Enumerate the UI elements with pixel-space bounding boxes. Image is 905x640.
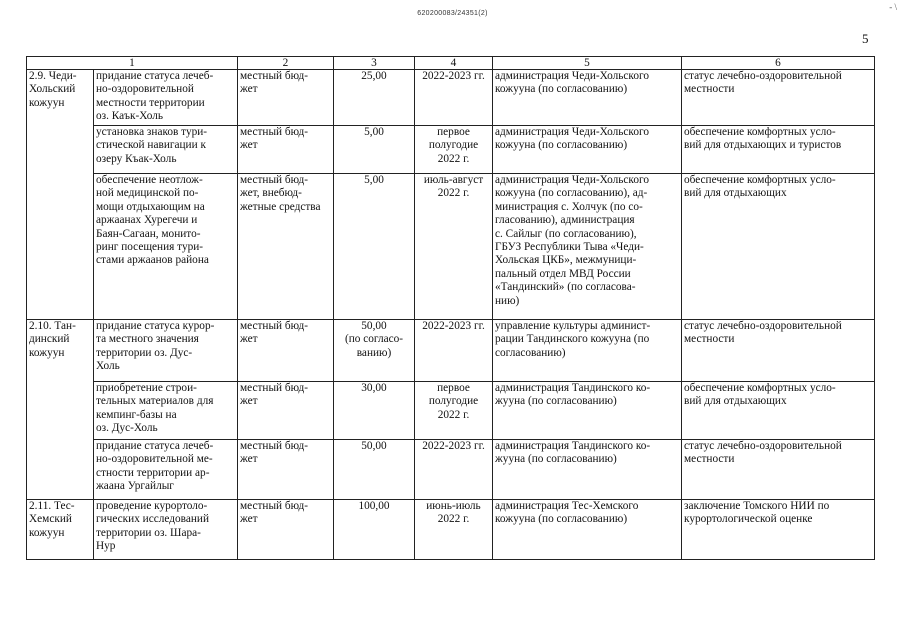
source-cell: местный бюд- жет <box>238 70 334 126</box>
column-header-2: 2 <box>238 57 334 70</box>
executor-cell: администрация Тандинского ко- жууна (по согласованию) <box>493 382 682 440</box>
source-cell: местный бюд- жет <box>238 126 334 174</box>
period-cell: первое полугодие 2022 г. <box>415 382 493 440</box>
period-cell: 2022-2023 гг. <box>415 70 493 126</box>
amount-cell: 25,00 <box>334 70 415 126</box>
table-row <box>27 174 875 320</box>
measure-cell: приобретение строи- тельных материалов для кемпинг-базы на оз. Дус-Холь <box>94 382 238 440</box>
column-header-3: 3 <box>334 57 415 70</box>
column-header-4: 4 <box>415 57 493 70</box>
table-row <box>27 320 875 382</box>
table-row <box>27 382 875 440</box>
region-cell: 2.11. Тес- Хемский кожуун <box>27 500 94 560</box>
result-cell: обеспечение комфортных усло- вий для отдыхающих <box>682 382 875 440</box>
result-cell: статус лечебно-оздоровительной местности <box>682 440 875 500</box>
executor-cell: администрация Чеди-Хольского кожууна (по согласованию) <box>493 70 682 126</box>
measure-cell: придание статуса курор- та местного значения территории оз. Дус- Холь <box>94 320 238 382</box>
measure-cell: установка знаков тури- стической навигации к озеру Къак-Холь <box>94 126 238 174</box>
source-cell: местный бюд- жет, внебюд- жетные средства <box>238 174 334 320</box>
table-row <box>27 126 875 174</box>
result-cell: статус лечебно-оздоровительной местности <box>682 70 875 126</box>
period-cell: 2022-2023 гг. <box>415 320 493 382</box>
measure-cell: придание статуса лечеб- но-оздоровительной местности территории оз. Каък-Холь <box>94 70 238 126</box>
table-row <box>27 70 875 126</box>
result-cell: обеспечение комфортных усло- вий для отдыхающих <box>682 174 875 320</box>
source-cell: местный бюд- жет <box>238 382 334 440</box>
column-header-1: 1 <box>27 57 238 70</box>
result-cell: статус лечебно-оздоровительной местности <box>682 320 875 382</box>
period-cell: 2022-2023 гг. <box>415 440 493 500</box>
measure-cell: проведение курортоло- гических исследований территории оз. Шара- Нур <box>94 500 238 560</box>
page-number: 5 <box>862 31 869 46</box>
amount-cell: 100,00 <box>334 500 415 560</box>
header-row <box>27 57 875 70</box>
period-cell: июль-август 2022 г. <box>415 174 493 320</box>
region-cell: 2.10. Тан- динский кожуун <box>27 320 94 500</box>
executor-cell: администрация Чеди-Хольского кожууна (по согласованию) <box>493 126 682 174</box>
measure-cell: обеспечение неотлож- ной медицинской по- мощи отдыхающим на аржаанах Хурегечи и Баян-Сагаан, монито- ринг посещения тури- стами аржаанов района <box>94 174 238 320</box>
table-row <box>27 500 875 560</box>
region-cell: 2.9. Чеди- Хольский кожуун <box>27 70 94 320</box>
document-code: 620200083/24351(2) <box>417 10 488 17</box>
measure-cell: придание статуса лечеб- но-оздоровительной ме- стности территории ар- жаана Ургайлыг <box>94 440 238 500</box>
measures-table <box>26 56 875 560</box>
executor-cell: администрация Тес-Хемского кожууна (по согласованию) <box>493 500 682 560</box>
result-cell: заключение Томского НИИ по курортологической оценке <box>682 500 875 560</box>
column-header-6: 6 <box>682 57 875 70</box>
executor-cell: управление культуры админист- рации Тандинского кожууна (по согласованию) <box>493 320 682 382</box>
corner-mark: - \ <box>889 2 897 12</box>
amount-cell: 50,00 <box>334 440 415 500</box>
source-cell: местный бюд- жет <box>238 440 334 500</box>
result-cell: обеспечение комфортных усло- вий для отдыхающих и туристов <box>682 126 875 174</box>
amount-cell: 30,00 <box>334 382 415 440</box>
source-cell: местный бюд- жет <box>238 320 334 382</box>
amount-cell: 50,00 (по согласо- ванию) <box>334 320 415 382</box>
executor-cell: администрация Тандинского ко- жууна (по согласованию) <box>493 440 682 500</box>
period-cell: первое полугодие 2022 г. <box>415 126 493 174</box>
executor-cell: администрация Чеди-Хольского кожууна (по согласованию), ад- министрация с. Холчук (по со- гласованию), администрация с. Сайлыг (по согласованию), ГБУЗ Республики Тыва «Чеди- Хольская ЦКБ», межмуници- пальный отдел МВД России «Тандинский» (по согласова- нию) <box>493 174 682 320</box>
column-header-5: 5 <box>493 57 682 70</box>
source-cell: местный бюд- жет <box>238 500 334 560</box>
period-cell: июнь-июль 2022 г. <box>415 500 493 560</box>
amount-cell: 5,00 <box>334 126 415 174</box>
table-row <box>27 440 875 500</box>
amount-cell: 5,00 <box>334 174 415 320</box>
